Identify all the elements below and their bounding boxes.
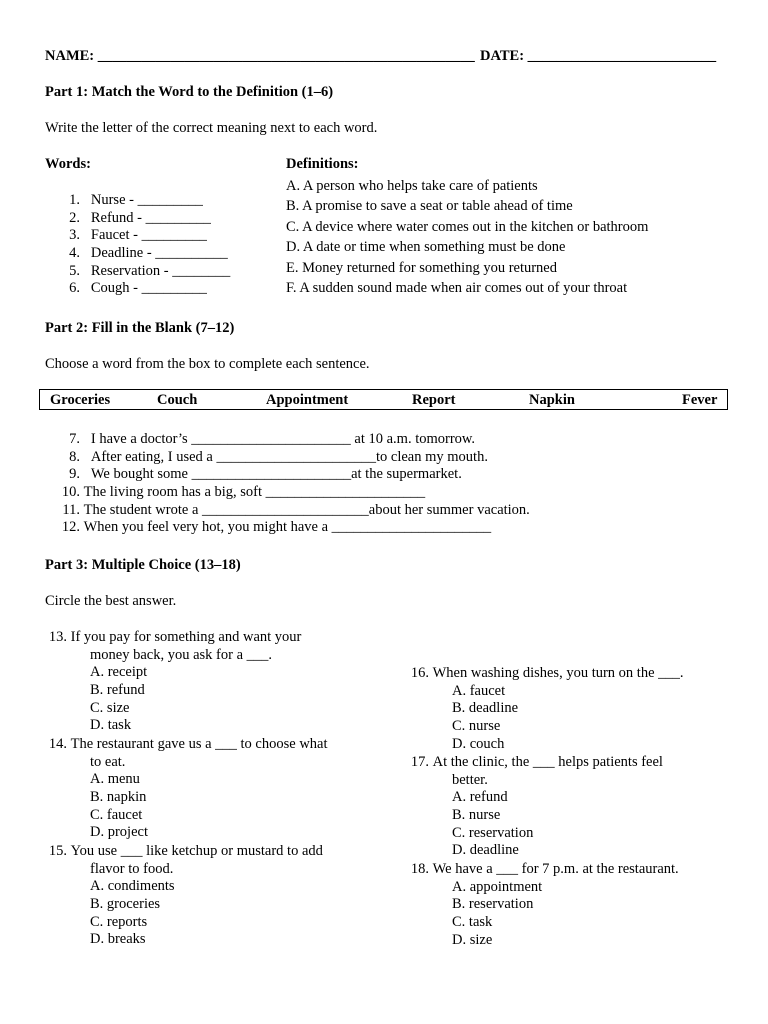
part1-instructions: Write the letter of the correct meaning next to each word.: [45, 120, 378, 136]
answer-option[interactable]: C. faucet: [90, 806, 143, 823]
answer-option[interactable]: D. size: [452, 931, 493, 948]
part3-title: Part 3: Multiple Choice (13–18): [45, 557, 241, 573]
answer-option[interactable]: A. receipt: [90, 664, 148, 681]
definition-item: A. A person who helps take care of patients: [286, 178, 538, 194]
word-item: Faucet - _________: [90, 227, 207, 244]
sentences-list: [35, 430, 530, 536]
question-text: You use ___ like ketchup or mustard to add: [70, 843, 323, 859]
word-bank-item: Fever: [682, 392, 718, 408]
list-item: 7. I have a doctor’s ______________________ at 10 a.m. tomorrow.: [69, 431, 476, 447]
answer-option[interactable]: C. reservation: [452, 824, 534, 841]
sentence-text: I have a doctor’s ______________________ at 10 a.m. tomorrow.: [90, 431, 476, 447]
list-item: 1. Nurse - _________: [69, 192, 203, 208]
word-bank-item: Report: [412, 392, 456, 408]
sentence-text: We bought some ______________________at the supermarket.: [90, 466, 462, 483]
word-item: Reservation - ________: [90, 262, 231, 279]
word-item: Refund - _________: [90, 209, 211, 226]
list-item: 9. We bought some ______________________at the supermarket.: [69, 466, 462, 483]
list-item: 2. Refund - _________: [69, 209, 211, 226]
word-bank-box: [39, 389, 728, 410]
answer-option[interactable]: D. couch: [452, 735, 505, 752]
word-bank-item: Appointment: [266, 392, 349, 408]
definitions-heading: Definitions:: [286, 156, 359, 172]
words-heading: Words:: [45, 156, 91, 172]
answer-option[interactable]: B. napkin: [90, 789, 147, 806]
answer-option[interactable]: B. reservation: [452, 896, 534, 913]
list-item: 12. When you feel very hot, you might have a ______________________: [61, 519, 492, 536]
answer-option[interactable]: D. project: [90, 824, 148, 841]
answer-option[interactable]: C. task: [452, 914, 493, 931]
answer-option[interactable]: C. reports: [90, 913, 148, 930]
question-text: We have a ___ for 7 p.m. at the restaurant.: [432, 861, 679, 877]
question-number: 17.: [410, 754, 429, 770]
question-16: [384, 664, 684, 752]
list-item: 10. The living room has a big, soft ______________________: [61, 484, 426, 501]
answer-option[interactable]: A. faucet: [452, 682, 506, 699]
answer-option[interactable]: C. size: [90, 699, 130, 716]
definition-item: C. A device where water comes out in the kitchen or bathroom: [286, 218, 649, 235]
word-item: Nurse - _________: [90, 192, 203, 208]
name-field-label: NAME: ____________________________________________________: [45, 48, 475, 64]
definition-item: E. Money returned for something you returned: [286, 259, 557, 276]
question-text: If you pay for something and want your: [70, 629, 302, 645]
sentence-text: The living room has a big, soft ______________________: [83, 484, 426, 501]
part2-instructions: Choose a word from the box to complete each sentence.: [45, 356, 370, 372]
answer-option[interactable]: C. nurse: [452, 718, 501, 735]
answer-option[interactable]: B. refund: [90, 682, 145, 699]
definition-item: B. A promise to save a seat or table ahead of time: [286, 198, 573, 215]
question-13: [22, 628, 301, 734]
date-field-label: DATE: __________________________: [480, 48, 717, 64]
list-item: 6. Cough - _________: [69, 280, 207, 297]
answer-option[interactable]: D. deadline: [452, 842, 519, 859]
part2-title: Part 2: Fill in the Blank (7–12): [45, 320, 235, 336]
part1-title: Part 1: Match the Word to the Definition (1–6): [45, 84, 334, 100]
answer-option[interactable]: A. menu: [90, 771, 140, 788]
answer-option[interactable]: B. groceries: [90, 896, 161, 913]
question-14: [22, 735, 328, 841]
question-number: 15.: [48, 843, 67, 859]
question-17: [384, 753, 663, 859]
answer-option[interactable]: B. nurse: [452, 807, 501, 824]
question-number: 13.: [48, 629, 67, 645]
answer-option[interactable]: A. condiments: [90, 878, 175, 895]
word-bank-item: Napkin: [529, 392, 575, 408]
list-item: 3. Faucet - _________: [69, 227, 207, 244]
question-15: [22, 842, 323, 948]
part3-instructions: Circle the best answer.: [45, 593, 177, 609]
sentence-text: After eating, I used a ______________________to clean my mouth.: [90, 448, 488, 465]
list-item: 11. The student wrote a _______________________about her summer vacation.: [62, 501, 530, 518]
question-text: to eat.: [90, 753, 126, 770]
word-bank-item: Groceries: [50, 392, 111, 408]
question-text: When washing dishes, you turn on the ___.: [432, 665, 684, 681]
question-18: [384, 860, 679, 948]
list-item: 5. Reservation - ________: [69, 262, 231, 279]
answer-option[interactable]: A. refund: [452, 789, 508, 806]
answer-option[interactable]: A. appointment: [452, 878, 543, 895]
answer-option[interactable]: D. breaks: [90, 931, 146, 948]
question-number: 14.: [48, 736, 67, 752]
question-text: The restaurant gave us a ___ to choose what: [70, 736, 328, 752]
list-item: 4. Deadline - __________: [69, 245, 228, 262]
definitions-list: [286, 176, 648, 298]
word-item: Cough - _________: [90, 280, 207, 297]
sentence-text: When you feel very hot, you might have a ______________________: [83, 519, 492, 536]
word-item: Deadline - __________: [90, 245, 228, 262]
question-text: At the clinic, the ___ helps patients feel: [432, 754, 663, 770]
word-bank-item: Couch: [157, 392, 198, 408]
question-text: money back, you ask for a ___.: [90, 646, 273, 663]
question-number: 16.: [410, 665, 429, 681]
question-text: better.: [452, 771, 488, 788]
words-list: [35, 191, 230, 297]
answer-option[interactable]: B. deadline: [452, 700, 519, 717]
answer-option[interactable]: D. task: [90, 717, 132, 734]
list-item: 8. After eating, I used a ______________________to clean my mouth.: [69, 448, 488, 465]
sentence-text: The student wrote a _______________________about her summer vacation.: [83, 501, 530, 518]
question-text: flavor to food.: [90, 860, 174, 877]
definition-item: F. A sudden sound made when air comes out of your throat: [286, 280, 628, 297]
definition-item: D. A date or time when something must be done: [286, 239, 566, 256]
question-number: 18.: [410, 861, 429, 877]
